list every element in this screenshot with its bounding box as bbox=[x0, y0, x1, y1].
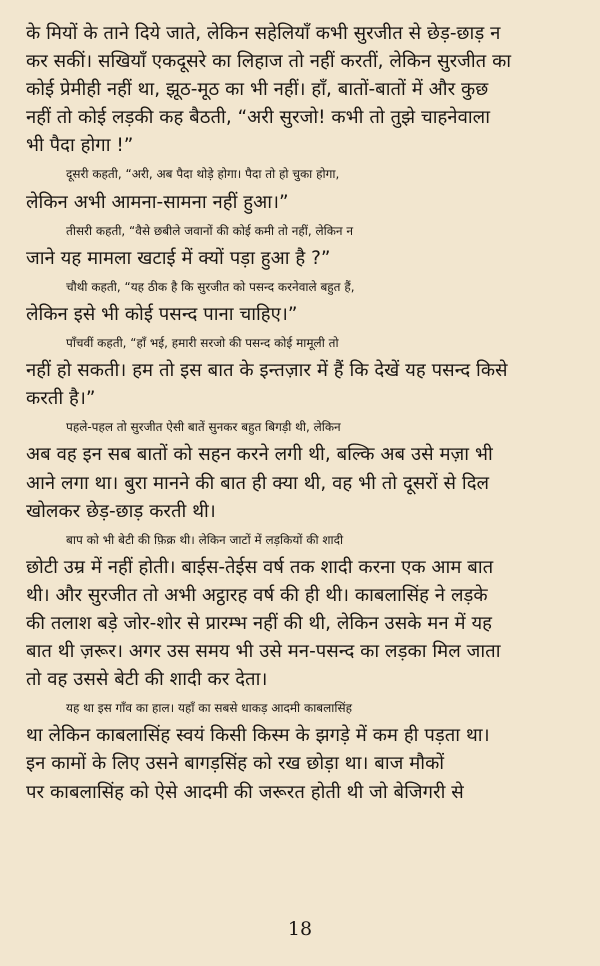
text-line: इन कामों के लिए उसने बागड़सिंह को रख छोड़ा था। बाज मौकों bbox=[26, 753, 445, 775]
text-line: कर सकीं। सखियाँ एकदूसरे का लिहाज तो नहीं करतीं, लेकिन सुरजीत का bbox=[26, 51, 512, 73]
text-line: पाँचवीं कहती, “हाँ भई, हमारी सरजो की पसन्द कोई मामूली तो bbox=[66, 336, 339, 351]
text-line: यह था इस गाँव का हाल। यहाँ का सबसे धाकड़ आदमी काबलासिंह bbox=[66, 701, 352, 716]
body-text bbox=[26, 20, 581, 807]
text-line: नहीं तो कोई लड़की कह बैठती, “अरी सुरजो! कभी तो तुझे चाहनेवाला bbox=[26, 107, 490, 129]
text-line: जाने यह मामला खटाई में क्यों पड़ा हुआ है ?” bbox=[26, 247, 331, 269]
text-line: था लेकिन काबलासिंह स्वयं किसी किस्म के झगड़े में कम ही पड़ता था। bbox=[26, 725, 490, 747]
text-line: चौथी कहती, “यह ठीक है कि सुरजीत को पसन्द करनेवाले बहुत हैं, bbox=[66, 279, 355, 294]
text-line: छोटी उम्र में नहीं होती। बाईस-तेईस वर्ष तक शादी करना एक आम बात bbox=[26, 556, 494, 578]
text-line: लेकिन इसे भी कोई पसन्द पाना चाहिए।” bbox=[26, 303, 298, 325]
text-line: बाप को भी बेटी की फ़िक्र थी। लेकिन जाटों में लड़कियों की शादी bbox=[66, 532, 344, 547]
text-line: पर काबलासिंह को ऐसे आदमी की जरूरत होती थी जो बेजिगरी से bbox=[26, 781, 464, 803]
text-line: पहले-पहल तो सुरजीत ऐसी बातें सुनकर बहुत बिगड़ी थी, लेकिन bbox=[66, 420, 341, 435]
text-line: दूसरी कहती, “अरी, अब पैदा थोड़े होगा। पैदा तो हो चुका होगा, bbox=[66, 167, 340, 182]
text-line: तीसरी कहती, “वैसे छबीले जवानों की कोई कमी तो नहीं, लेकिन न bbox=[66, 223, 354, 238]
text-line: तो वह उससे बेटी की शादी कर देता। bbox=[26, 669, 268, 691]
text-line: की तलाश बड़े जोर-शोर से प्रारम्भ नहीं की थी, लेकिन उसके मन में यह bbox=[26, 612, 492, 634]
text-line: अब वह इन सब बातों को सहन करने लगी थी, बल्कि अब उसे मज़ा भी bbox=[26, 444, 493, 466]
text-line: के मियों के ताने दिये जाते, लेकिन सहेलियाँ कभी सुरजीत से छेड़-छाड़ न bbox=[26, 23, 501, 44]
text-line: खोलकर छेड़-छाड़ करती थी। bbox=[26, 500, 216, 522]
text-line: करती है।” bbox=[26, 388, 96, 410]
text-line: थी। और सुरजीत तो अभी अट्ठारह वर्ष की ही थी। काबलासिंह ने लड़के bbox=[26, 584, 488, 606]
text-line: आने लगा था। बुरा मानने की बात ही क्या थी, वह भी तो दूसरों से दिल bbox=[26, 472, 490, 494]
text-line: नहीं हो सकती। हम तो इस बात के इन्तज़ार में हैं कि देखें यह पसन्द किसे bbox=[26, 360, 508, 382]
text-line: बात थी ज़रूर। अगर उस समय भी उसे मन-पसन्द का लड़का मिल जाता bbox=[26, 641, 501, 663]
page-number: 18 bbox=[287, 918, 313, 940]
text-line: लेकिन अभी आमना-सामना नहीं हुआ।” bbox=[26, 191, 289, 213]
text-line: कोई प्रेमीही नहीं था, झूठ-मूठ का भी नहीं। हाँ, बातों-बातों में और कुछ bbox=[26, 79, 489, 101]
text-line: भी पैदा होगा !” bbox=[26, 135, 134, 157]
